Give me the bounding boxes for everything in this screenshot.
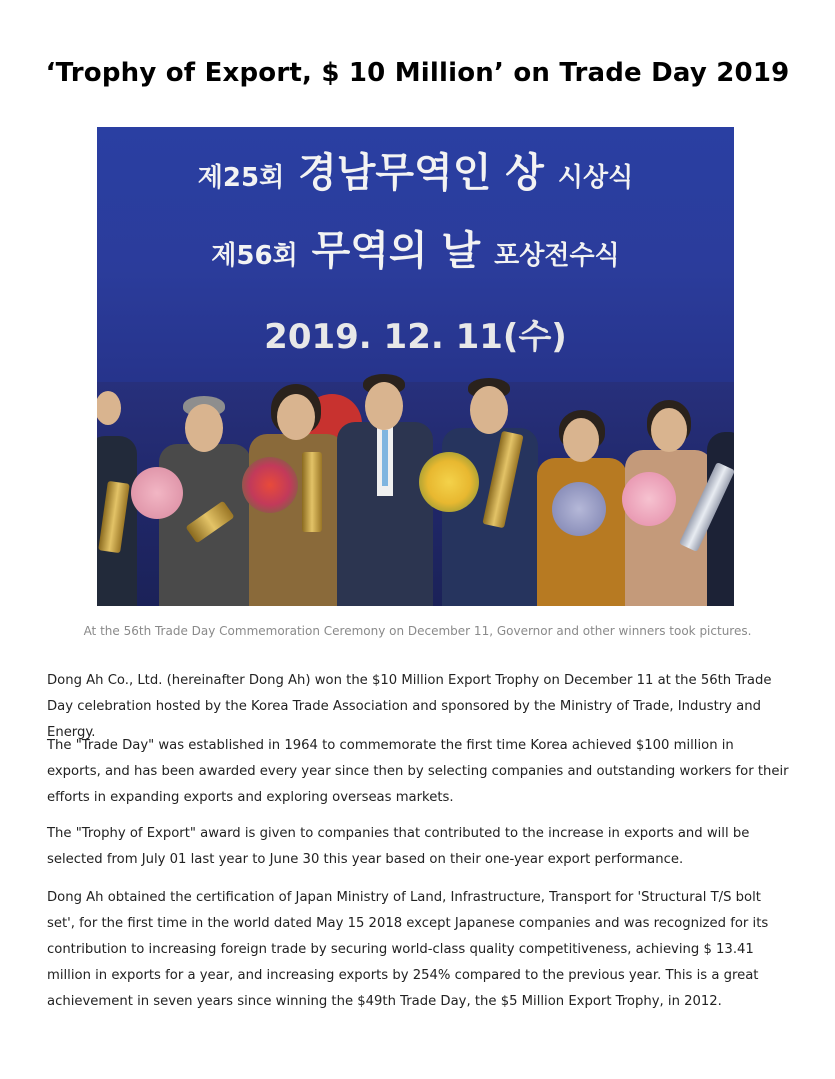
banner-line-1-suffix: 시상식	[557, 163, 634, 193]
page-title: ‘Trophy of Export, $ 10 Million’ on Trade Day 2019	[45, 58, 790, 88]
banner-line-2-suffix: 포상전수식	[494, 241, 620, 271]
bouquet-shape	[622, 472, 676, 526]
bouquet-shape	[419, 452, 479, 512]
article-paragraph: The "Trophy of Export" award is given to companies that contributed to the increase in exports and will be selected from July 01 last year to June 30 this year based on their one-year export performance.	[47, 826, 750, 867]
banner-line-2-prefix: 제56회	[211, 241, 298, 271]
bouquet-shape	[242, 457, 298, 513]
banner-date: 2019. 12. 11(수)	[264, 317, 567, 357]
banner-line-2	[97, 219, 734, 276]
banner-line-1-prefix: 제25회	[197, 163, 285, 193]
banner-line-1	[97, 141, 734, 198]
banner-line-1-main: 경남무역인 상	[298, 150, 544, 196]
ceremony-photo	[97, 127, 734, 606]
bouquet-shape	[131, 467, 183, 519]
article-paragraph: The "Trade Day" was established in 1964 to commemorate the first time Korea achieved $100 million in exports, and has been awarded every year since then by selecting companies and outstanding workers for their efforts in expanding exports and exploring overseas markets.	[47, 738, 789, 805]
trophy-icon	[302, 452, 322, 532]
article-paragraph: Dong Ah obtained the certification of Japan Ministry of Land, Infrastructure, Transport for 'Structural T/S bolt set', for the first time in the world dated May 15 2018 except Japanese companies and was recognized for its contribution to increasing foreign trade by securing world-class quality competitiveness, achieving $ 13.41 million in exports for a year, and increasing exports by 254% compared to the previous year. This is a great achievement in seven years since winning the $49th Trade Day, the $5 Million Export Trophy, in 2012.	[47, 890, 769, 1009]
person-figure	[337, 374, 433, 606]
bouquet-shape	[552, 482, 606, 536]
photo-caption: At the 56th Trade Day Commemoration Ceremony on December 11, Governor and other winners took pictures.	[83, 624, 752, 638]
article-paragraph: Dong Ah Co., Ltd. (hereinafter Dong Ah) won the $10 Million Export Trophy on December 11 at the 56th Trade Day celebration hosted by the Korea Trade Association and sponsored by the Ministry of Trade, Industry and Energy.	[47, 673, 772, 740]
banner-line-2-main: 무역의 날	[311, 228, 481, 274]
stage-people	[97, 382, 734, 606]
